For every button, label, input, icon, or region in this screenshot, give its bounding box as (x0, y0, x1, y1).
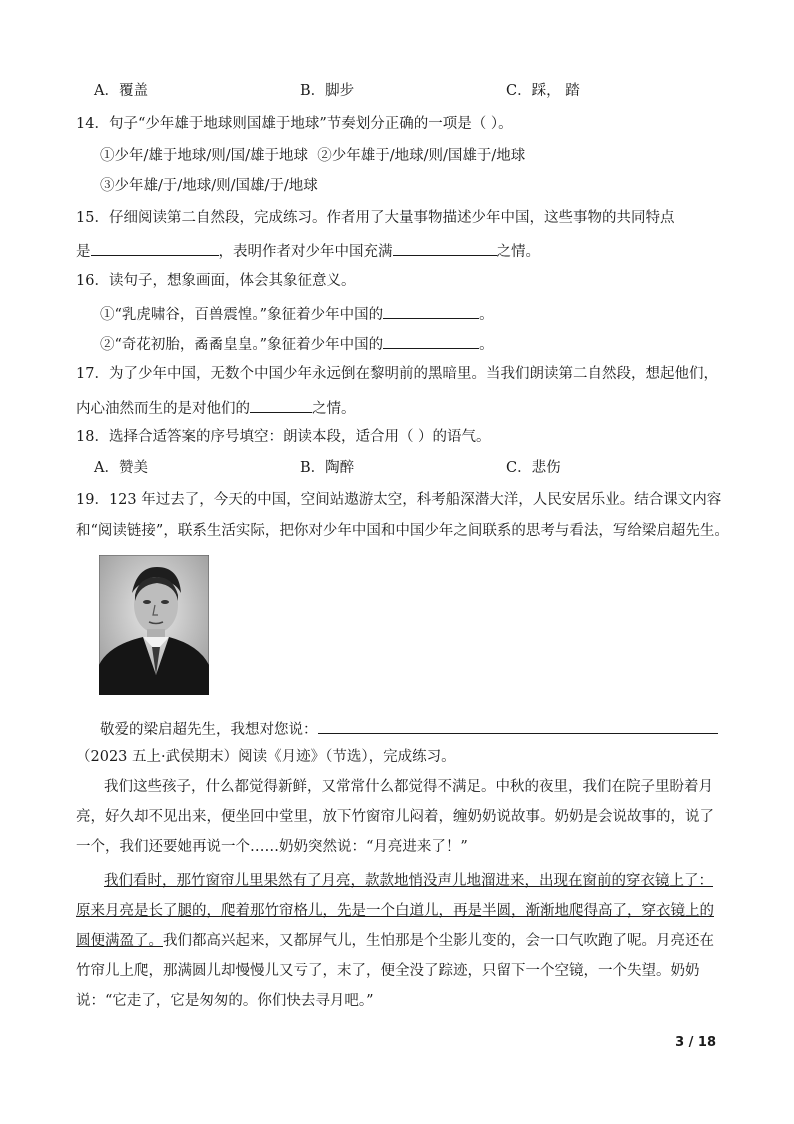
q16-sentence-2 (100, 332, 494, 355)
q15-blank-1[interactable] (91, 239, 219, 256)
q18-option-c: C．悲伤 (506, 460, 561, 476)
q15-text-c: 之情。 (496, 244, 540, 260)
q14-stem: 14．句子“少年雄于地球则国雄于地球”节奏划分正确的一项是（ ）。 (76, 116, 513, 132)
q19-letter-line (100, 717, 718, 740)
section-heading: （2023 五上·武侯期末）阅读《月迹》（节选），完成练习。 (76, 749, 456, 765)
q15-text-b: ，表明作者对少年中国充满 (218, 244, 393, 260)
q17-text-b: 之情。 (312, 401, 356, 417)
passage-paragraph-1: 我们这些孩子，什么都觉得新鲜，又常常什么都觉得不满足。中秋的夜里，我们在院子里盼着月亮，好久却不见出来，便坐回中堂里，放下竹窗帘儿闷着，缠奶奶说故事。奶奶是会说故事的，说了一个，我们还要她再说一个……奶奶突然说：“月亮进来了！” (76, 779, 714, 855)
q16-s2-text: ②“奇花初胎，矞矞皇皇。”象征着少年中国的 (100, 337, 384, 353)
q16-s1-text: ①“乳虎啸谷，百兽震惶。”象征着少年中国的 (100, 307, 384, 323)
q19-letter-text: 敬爱的梁启超先生，我想对您说： (100, 722, 318, 738)
q16-blank-2[interactable] (383, 332, 479, 349)
q13-option-b: B．脚步 (300, 83, 355, 99)
q14-options-row1 (100, 146, 525, 166)
q17-line1: 17．为了少年中国，无数个中国少年永远倒在黎明前的黑暗里。当我们朗读第二自然段，想起他们， (76, 366, 718, 382)
q15-line2 (76, 239, 540, 262)
q13-option-c: C．踩， 踏 (506, 83, 580, 99)
q19-line1: 19．123 年过去了，今天的中国，空间站遨游太空，科考船深潜大洋，人民安居乐业。结合课文内容 (76, 492, 722, 508)
page-number: 3 / 18 (675, 1035, 716, 1050)
q18-stem: 18．选择合适答案的序号填空：朗读本段，适合用（ ）的语气。 (76, 429, 491, 445)
q18-option-b: B．陶醉 (300, 460, 355, 476)
q16-stem: 16．读句子，想象画面，体会其象征意义。 (76, 273, 356, 289)
q14-option-2: ②少年雄于/地球/则/国雄于/地球 (317, 148, 526, 164)
q15-blank-2[interactable] (393, 239, 497, 256)
q18-option-a: A．赞美 (94, 460, 148, 476)
passage-paragraph-2 (76, 866, 718, 1016)
q13-option-a: A．覆盖 (94, 83, 148, 99)
passage-underlined-sentence: 我们看时，那竹窗帘儿里果然有了月亮，款款地悄没声儿地溜进来，出现在窗前的穿衣镜上了：原来月亮是长了腿的，爬着那竹帘格儿，先是一个白道儿，再是半圆，渐渐地爬得高了，穿衣镜上的圆便满盈了。 (76, 873, 714, 949)
q17-blank[interactable] (250, 396, 312, 413)
q13-options (94, 81, 580, 101)
q16-sentence-1 (100, 302, 494, 325)
q14-option-3: ③少年雄/于/地球/则/国雄/于/地球 (100, 178, 318, 194)
passage-rest: 我们都高兴起来，又都屏气儿，生怕那是个尘影儿变的，会一口气吹跑了呢。月亮还在竹帘儿上爬，那满圆儿却慢慢儿又亏了，末了，便全没了踪迹，只留下一个空镜，一个失望。奶奶说：“它走了，它是匆匆的。你们快去寻月吧。” (76, 933, 714, 1009)
q16-s1-end: 。 (479, 307, 494, 323)
q19-answer-blank[interactable] (318, 717, 718, 734)
portrait-photo (99, 555, 209, 695)
q15-line1: 15．仔细阅读第二自然段，完成练习。作者用了大量事物描述少年中国，这些事物的共同特点 (76, 210, 675, 226)
q16-blank-1[interactable] (383, 302, 479, 319)
q17-line2 (76, 396, 356, 419)
q17-text-a: 内心油然而生的是对他们的 (76, 401, 250, 417)
q16-s2-end: 。 (479, 337, 494, 353)
q14-option-1: ①少年/雄于地球/则/国/雄于地球 (100, 148, 309, 164)
q19-line2: 和“阅读链接”，联系生活实际，把你对少年中国和中国少年之间联系的思考与看法，写给梁启超先生。 (76, 523, 729, 539)
q15-text-a: 是 (76, 244, 91, 260)
q18-options (94, 458, 561, 478)
